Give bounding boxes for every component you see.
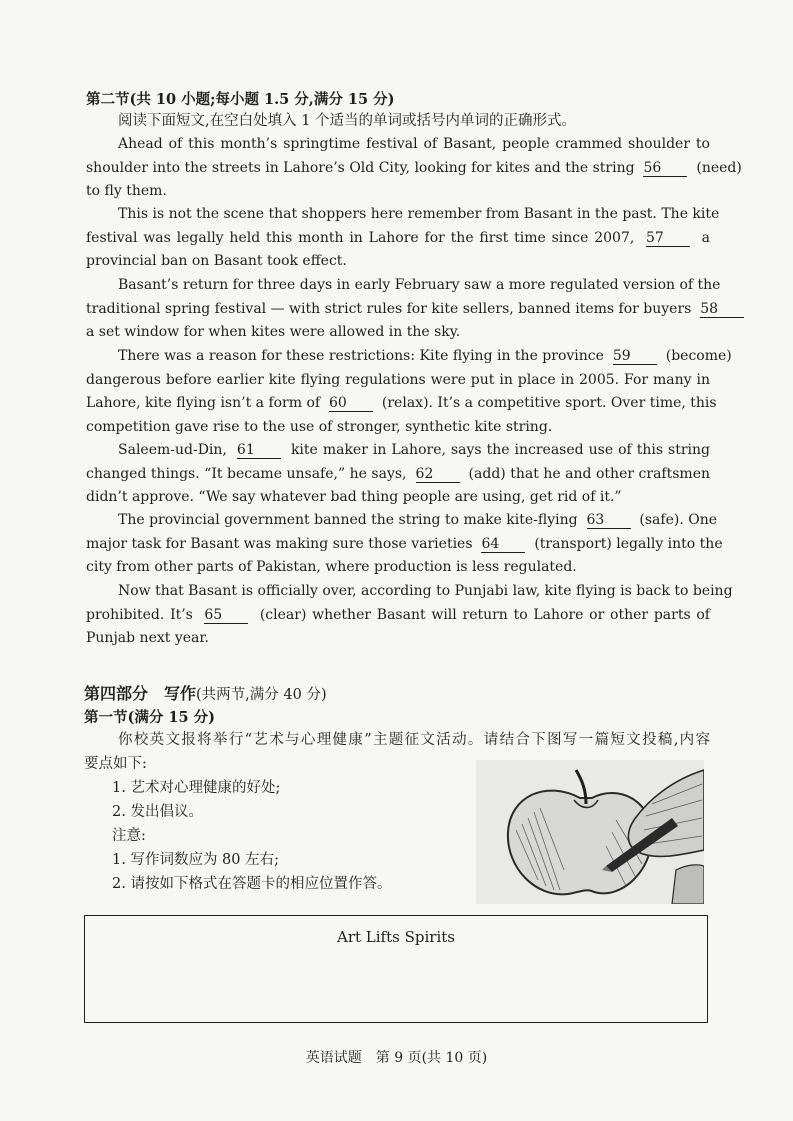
section-heading-text: 第二节(共 10 小题;每小题 1.5 分,满分 15 分) [86, 91, 395, 108]
answer-box[interactable] [84, 915, 708, 1023]
passage-text: The provincial government banned the string to make kite-flying [118, 512, 578, 528]
note-2: 2. 请按如下格式在答题卡的相应位置作答。 [112, 876, 392, 892]
writing-task [118, 728, 710, 752]
instruction-text: 阅读下面短文,在空白处填入 1 个适当的单词或括号内单词的正确形式。 [118, 113, 577, 129]
writing-section-heading-text: 第一节(满分 15 分) [84, 709, 215, 726]
passage-text: (transport) legally into the [534, 535, 723, 552]
passage-paragraph-6 [86, 509, 723, 580]
key-points [112, 776, 391, 896]
passage-paragraph-1 [86, 133, 742, 204]
passage-text: changed things. “It became unsafe,” he says, [86, 465, 407, 482]
part4-subtitle: (共两节,满分 40 分) [196, 687, 327, 703]
note-1: 1. 写作词数应为 80 左右; [112, 852, 279, 868]
task-line: 你校英文报将举行“艺术与心理健康”主题征文活动。请结合下图写一篇短文投稿,内容 [118, 732, 710, 748]
apple-sketch-icon [476, 760, 704, 904]
passage-paragraph-4 [86, 345, 732, 439]
apple-sketch-image [476, 760, 704, 904]
blank-63[interactable]: 63 [587, 513, 631, 529]
page-footer: 英语试题 第 9 页(共 10 页) [305, 1050, 488, 1066]
passage-line: didn’t approve. “We say whatever bad thing people are using, get rid of it.” [86, 489, 622, 505]
blank-61[interactable]: 61 [237, 443, 281, 459]
key-point-1: 1. 艺术对心理健康的好处; [112, 780, 281, 796]
part4-title: 第四部分 写作 [84, 684, 197, 703]
key-point-2: 2. 发出倡议。 [112, 804, 203, 820]
passage-line: a set window for when kites were allowed in the sky. [86, 324, 461, 340]
passage-line: This is not the scene that shoppers here remember from Basant in the past. The kite [118, 206, 720, 222]
passage-text: (clear) whether Basant will return to Lahore or other parts of [259, 606, 710, 623]
passage-line: to fly them. [86, 183, 167, 199]
passage-text: kite maker in Lahore, says the increased use of this string [290, 442, 711, 458]
blank-64[interactable]: 64 [481, 537, 525, 553]
passage-line: provincial ban on Basant took effect. [86, 253, 347, 269]
blank-56[interactable]: 56 [643, 161, 687, 177]
hint-word: (become) [665, 348, 732, 364]
passage-text: shoulder into the streets in Lahore’s Old City, looking for kites and the string [86, 159, 635, 176]
passage-line: city from other parts of Pakistan, where production is less regulated. [86, 559, 577, 575]
blank-62[interactable]: 62 [416, 467, 460, 483]
blank-65[interactable]: 65 [204, 608, 248, 624]
blank-59[interactable]: 59 [613, 349, 657, 365]
passage-line: Ahead of this month’s springtime festival of Basant, people crammed shoulder to [118, 136, 710, 152]
passage-text: There was a reason for these restrictions: Kite flying in the province [118, 348, 604, 364]
notes-label: 注意: [112, 828, 146, 844]
passage-text: traditional spring festival — with strict rules for kite sellers, banned items for buyers [86, 300, 692, 317]
passage-text: (safe). One [639, 512, 718, 528]
passage-line: dangerous before earlier kite flying regulations were put in place in 2005. For many in [86, 371, 710, 388]
blank-58[interactable]: 58 [700, 302, 744, 318]
instruction [118, 110, 710, 134]
writing-task-cont [84, 752, 464, 776]
part4-heading [84, 681, 327, 704]
passage-paragraph-5 [86, 439, 710, 510]
blank-57[interactable]: 57 [646, 231, 690, 247]
passage-text: Saleem-ud-Din, [118, 442, 227, 458]
passage-text: major task for Basant was making sure those varieties [86, 535, 473, 552]
passage-text: (add) that he and other craftsmen [468, 465, 710, 482]
passage-text: Lahore, kite flying isn’t a form of [86, 395, 321, 411]
task-line: 要点如下: [84, 756, 147, 772]
writing-section-heading [84, 706, 215, 727]
passage-line: competition gave rise to the use of stronger, synthetic kite string. [86, 418, 553, 435]
section-heading [86, 88, 395, 109]
passage-text: prohibited. It’s [86, 606, 193, 623]
answer-title: Art Lifts Spirits [337, 928, 455, 946]
passage-text: a [701, 229, 711, 246]
passage-text: festival was legally held this month in Lahore for the first time since 2007, [86, 229, 635, 246]
passage-line: Basant’s return for three days in early February saw a more regulated version of the [118, 277, 721, 293]
passage-text: (relax). It’s a competitive sport. Over time, this [381, 395, 717, 411]
passage-paragraph-2 [86, 203, 720, 274]
blank-60[interactable]: 60 [329, 396, 373, 412]
passage-line: Now that Basant is officially over, according to Punjabi law, kite flying is back to being [118, 583, 733, 599]
passage-paragraph-3 [86, 274, 721, 345]
hint-word: (need) [696, 159, 742, 176]
passage-line: Punjab next year. [86, 630, 209, 646]
passage-paragraph-7 [86, 580, 733, 651]
